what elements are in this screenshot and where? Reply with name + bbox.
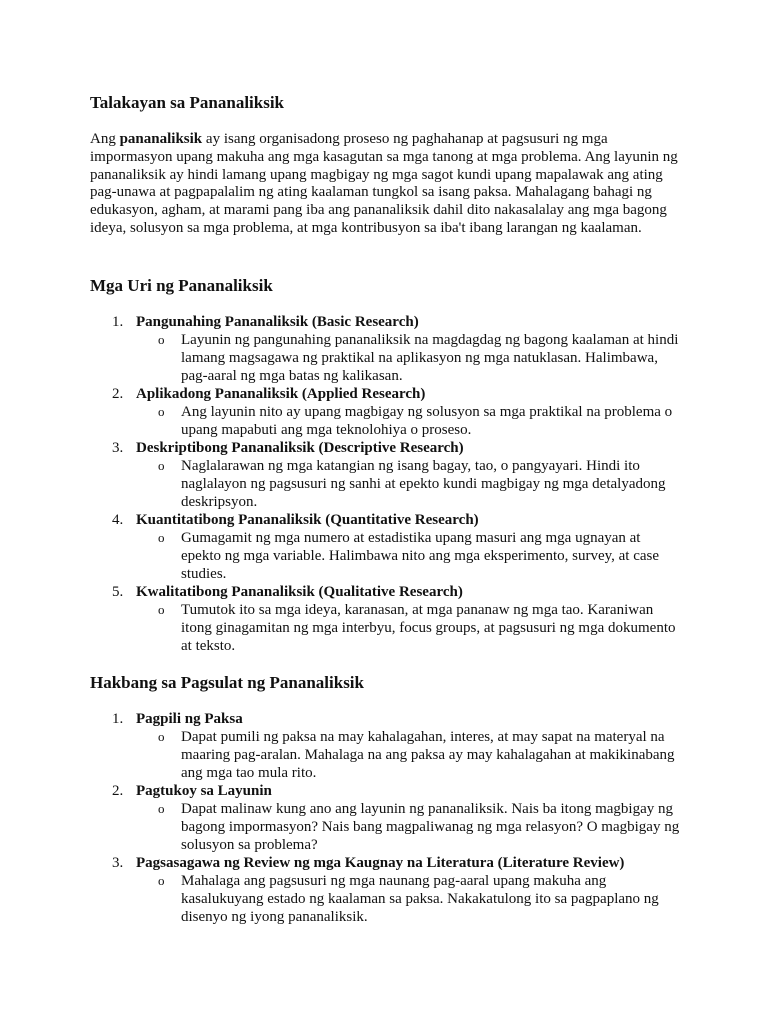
sub-item-text: Gumagamit ng mga numero at estadistika upang masuri ang mga ugnayan at epekto ng mga variable. Halimbawa nito ang mga eksperimento, survey, at case studies. xyxy=(181,530,660,582)
item-number: 5. xyxy=(112,584,124,600)
list-item xyxy=(90,782,690,854)
item-title: Deskriptibong Pananaliksik (Descriptive Research) xyxy=(136,440,464,456)
sub-item xyxy=(136,457,681,511)
list-item xyxy=(90,439,690,511)
section-heading-talakayan: Talakayan sa Pananaliksik xyxy=(90,93,285,112)
sub-item-text: Naglalarawan ng mga katangian ng isang bagay, tao, o pangyayari. Hindi ito naglalayon ng pagsusuri ng sanhi at epekto kundi magbigay ng mga detalyadong deskripsyon. xyxy=(181,458,666,510)
sub-item-text: Dapat malinaw kung ano ang layunin ng pananaliksik. Nais ba itong magbigay ng bagong impormasyon? Nais bang magpaliwanag ng mga relasyon? O magbigay ng solusyon sa problema? xyxy=(181,801,680,853)
list-item xyxy=(90,854,690,926)
list-item xyxy=(90,385,690,439)
sub-item xyxy=(136,872,681,926)
sub-item-text: Dapat pumili ng paksa na may kahalagahan, interes, at may sapat na materyal na maaring pag-aralan. Mahalaga na ang paksa ay may kahalagahan at makikinabang ang mga tao mula rito. xyxy=(181,729,675,781)
item-number: 3. xyxy=(112,440,124,456)
list-item xyxy=(90,583,690,655)
item-title: Pagpili ng Paksa xyxy=(136,711,243,727)
bullet-icon: o xyxy=(158,801,165,816)
section-heading-hakbang: Hakbang sa Pagsulat ng Pananaliksik xyxy=(90,673,364,692)
bullet-icon: o xyxy=(158,602,165,617)
item-number: 3. xyxy=(112,855,124,871)
list-item xyxy=(90,511,690,583)
section-heading-uri: Mga Uri ng Pananaliksik xyxy=(90,276,273,295)
sub-item xyxy=(136,331,681,385)
sub-item-text: Tumutok ito sa mga ideya, karanasan, at mga pananaw ng mga tao. Karaniwan itong ginagamitan ng mga interbyu, focus groups, at pagsusuri ng mga dokumento at teksto. xyxy=(181,602,676,654)
bullet-icon: o xyxy=(158,458,165,473)
item-title: Kuantitatibong Pananaliksik (Quantitative Research) xyxy=(136,512,479,528)
item-title: Pagsasagawa ng Review ng mga Kaugnay na Literatura (Literature Review) xyxy=(136,855,625,871)
sub-item-text: Mahalaga ang pagsusuri ng mga naunang pag-aaral upang makuha ang kasalukuyang estado ng kaalaman sa paksa. Nakakatulong ito sa pagpaplano ng disenyo ng iyong pananaliksik. xyxy=(181,873,659,925)
sub-item xyxy=(136,529,681,583)
bullet-icon: o xyxy=(158,404,165,419)
item-title: Pagtukoy sa Layunin xyxy=(136,783,272,799)
item-title: Pangunahing Pananaliksik (Basic Research) xyxy=(136,314,419,330)
bullet-icon: o xyxy=(158,729,165,744)
item-number: 1. xyxy=(112,314,124,330)
sub-item xyxy=(136,728,681,782)
bullet-icon: o xyxy=(158,332,165,347)
sub-item xyxy=(136,601,681,655)
uri-list xyxy=(90,313,690,655)
para-rest: ay isang organisadong proseso ng paghahanap at pagsusuri ng mga impormasyon upang makuha ang mga kasagutan sa mga tanong at mga problema. Ang layunin ng pananaliksik ay hindi lamang upang magbigay ng mga sagot kundi upang mapalawak ang ating pag-unawa at pagpapalalim ng ating kaalaman tungkol sa isang paksa. Mahalagang bahagi ng edukasyon, agham, at marami pang iba ang pananaliksik dahil dito nakasalalay ang mga bagong ideya, solusyon sa mga problema, at mga kontribusyon sa iba't ibang larangan ng kaalaman. xyxy=(90,131,678,236)
sub-item xyxy=(136,800,681,854)
sub-item-text: Ang layunin nito ay upang magbigay ng solusyon sa mga praktikal na problema o upang mapabuti ang mga teknolohiya o proseso. xyxy=(181,404,673,438)
hakbang-list xyxy=(90,710,690,926)
sub-item-text: Layunin ng pangunahing pananaliksik na magdagdag ng bagong kaalaman at hindi lamang magsagawa ng praktikal na aplikasyon ng mga natuklasan. Halimbawa, pag-aaral ng mga batas ng kalikasan. xyxy=(181,332,679,384)
item-number: 2. xyxy=(112,386,124,402)
list-item xyxy=(90,313,690,385)
item-number: 4. xyxy=(112,512,124,528)
bullet-icon: o xyxy=(158,530,165,545)
item-title: Kwalitatibong Pananaliksik (Qualitative Research) xyxy=(136,584,463,600)
bullet-icon: o xyxy=(158,873,165,888)
para-prefix: Ang xyxy=(90,131,120,147)
para-term: pananaliksik xyxy=(119,131,203,147)
sub-item xyxy=(136,403,681,439)
item-title: Aplikadong Pananaliksik (Applied Research) xyxy=(136,386,426,402)
intro-paragraph xyxy=(90,131,680,238)
item-number: 2. xyxy=(112,783,124,799)
item-number: 1. xyxy=(112,711,124,727)
list-item xyxy=(90,710,690,782)
